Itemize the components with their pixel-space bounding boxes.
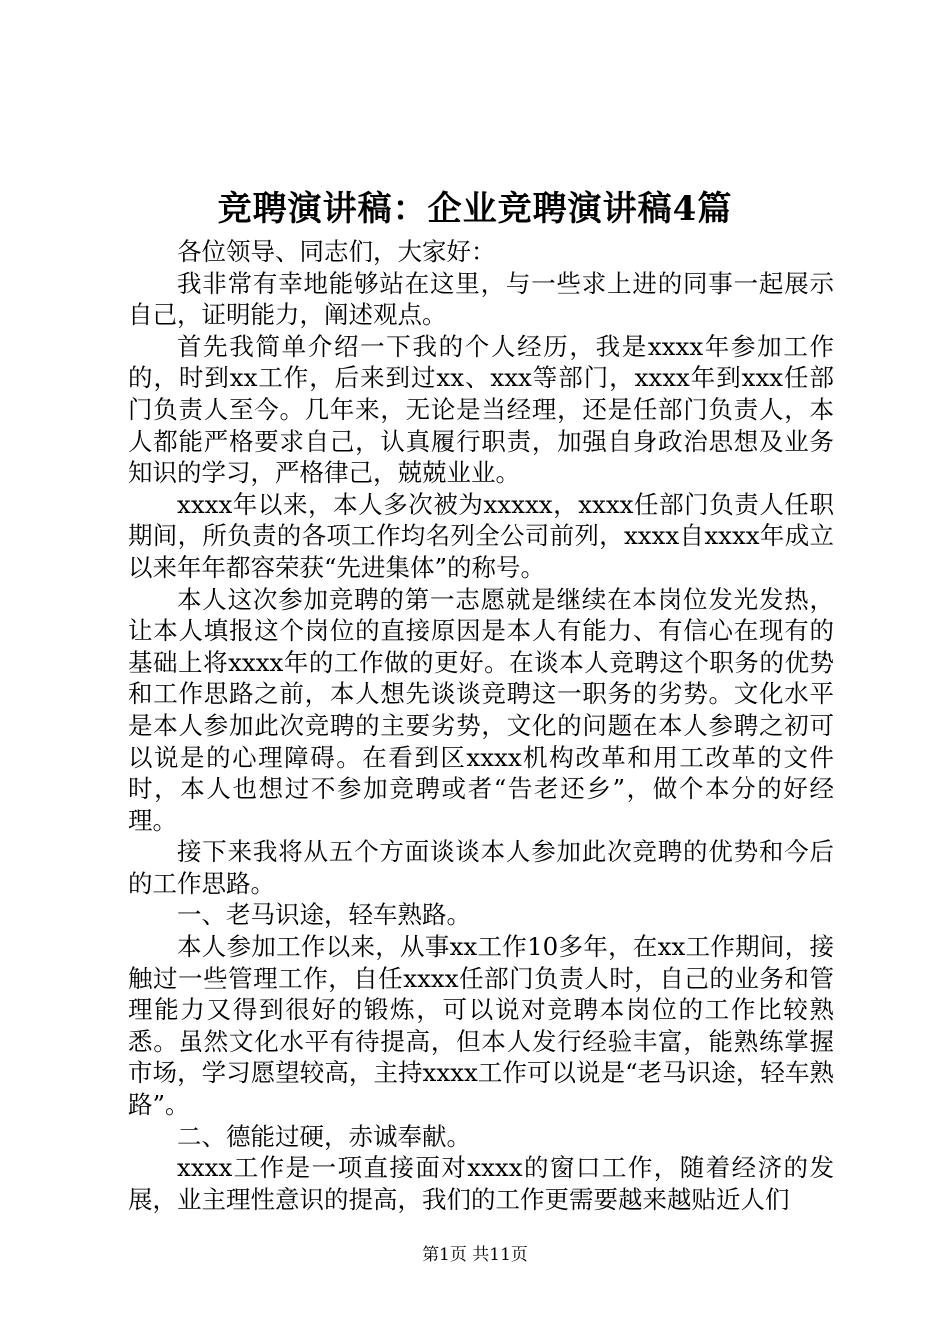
section-heading-1: 一、老马识途，轻车熟路。 xyxy=(177,900,471,930)
paragraph: 接下来我将从五个方面谈谈本人参加此次竞聘的优势和今后的工作思路。 xyxy=(128,837,834,898)
paragraph: xxxx年以来，本人多次被为xxxxx，xxxx任部门负责人任职期间，所负责的各项工作均名列全公司前列，xxxx自xxxx年成立以来年年都容荣获“先进集体”的称号。 xyxy=(128,489,834,582)
document-title: 竞聘演讲稿：企业竞聘演讲稿4篇 xyxy=(217,189,733,229)
document-body xyxy=(128,236,834,1215)
section-heading-2: 二、德能过硬，赤诚奉献。 xyxy=(177,1121,471,1151)
paragraph-greeting: 各位领导、同志们，大家好： xyxy=(177,237,496,266)
paragraph: 本人参加工作以来，从事xx工作10多年，在xx工作期间，接触过一些管理工作，自任xxxx任部门负责人时，自己的业务和管理能力又得到很好的锻炼，可以说对竞聘本岗位的工作比较熟悉。虽然文化水平有待提高，但本人发行经验丰富，能熟练掌握市场，学习愿望较高，主持xxxx工作可以说是“老马识途，轻车熟路”。 xyxy=(128,932,834,1120)
paragraph: xxxx工作是一项直接面对xxxx的窗口工作，随着经济的发展，业主理性意识的提高，我们的工作更需要越来越贴近人们 xyxy=(128,1153,834,1214)
paragraph: 本人这次参加竞聘的第一志愿就是继续在本岗位发光发热，让本人填报这个岗位的直接原因是本人有能力、有信心在现有的基础上将xxxx年的工作做的更好。在谈本人竞聘这个职务的优势和工作思路之前，本人想先谈谈竞聘这一职务的劣势。文化水平是本人参加此次竞聘的主要劣势，文化的问题在本人参聘之初可以说是的心理障碍。在看到区xxxx机构改革和用工改革的文件时，本人也想过不参加竞聘或者“告老还乡”，做个本分的好经理。 xyxy=(128,584,834,835)
paragraph: 首先我简单介绍一下我的个人经历，我是xxxx年参加工作的，时到xx工作，后来到过xx、xxx等部门，xxxx年到xxx任部门负责人至今。几年来，无论是当经理，还是任部门负责人，本人都能严格要求自己，认真履行职责，加强自身政治思想及业务知识的学习，严格律己，兢兢业业。 xyxy=(128,331,834,488)
paragraph: 我非常有幸地能够站在这里，与一些求上进的同事一起展示自己，证明能力，阐述观点。 xyxy=(128,268,834,330)
page-number-footer: 第1页 共11页 xyxy=(422,1245,528,1265)
